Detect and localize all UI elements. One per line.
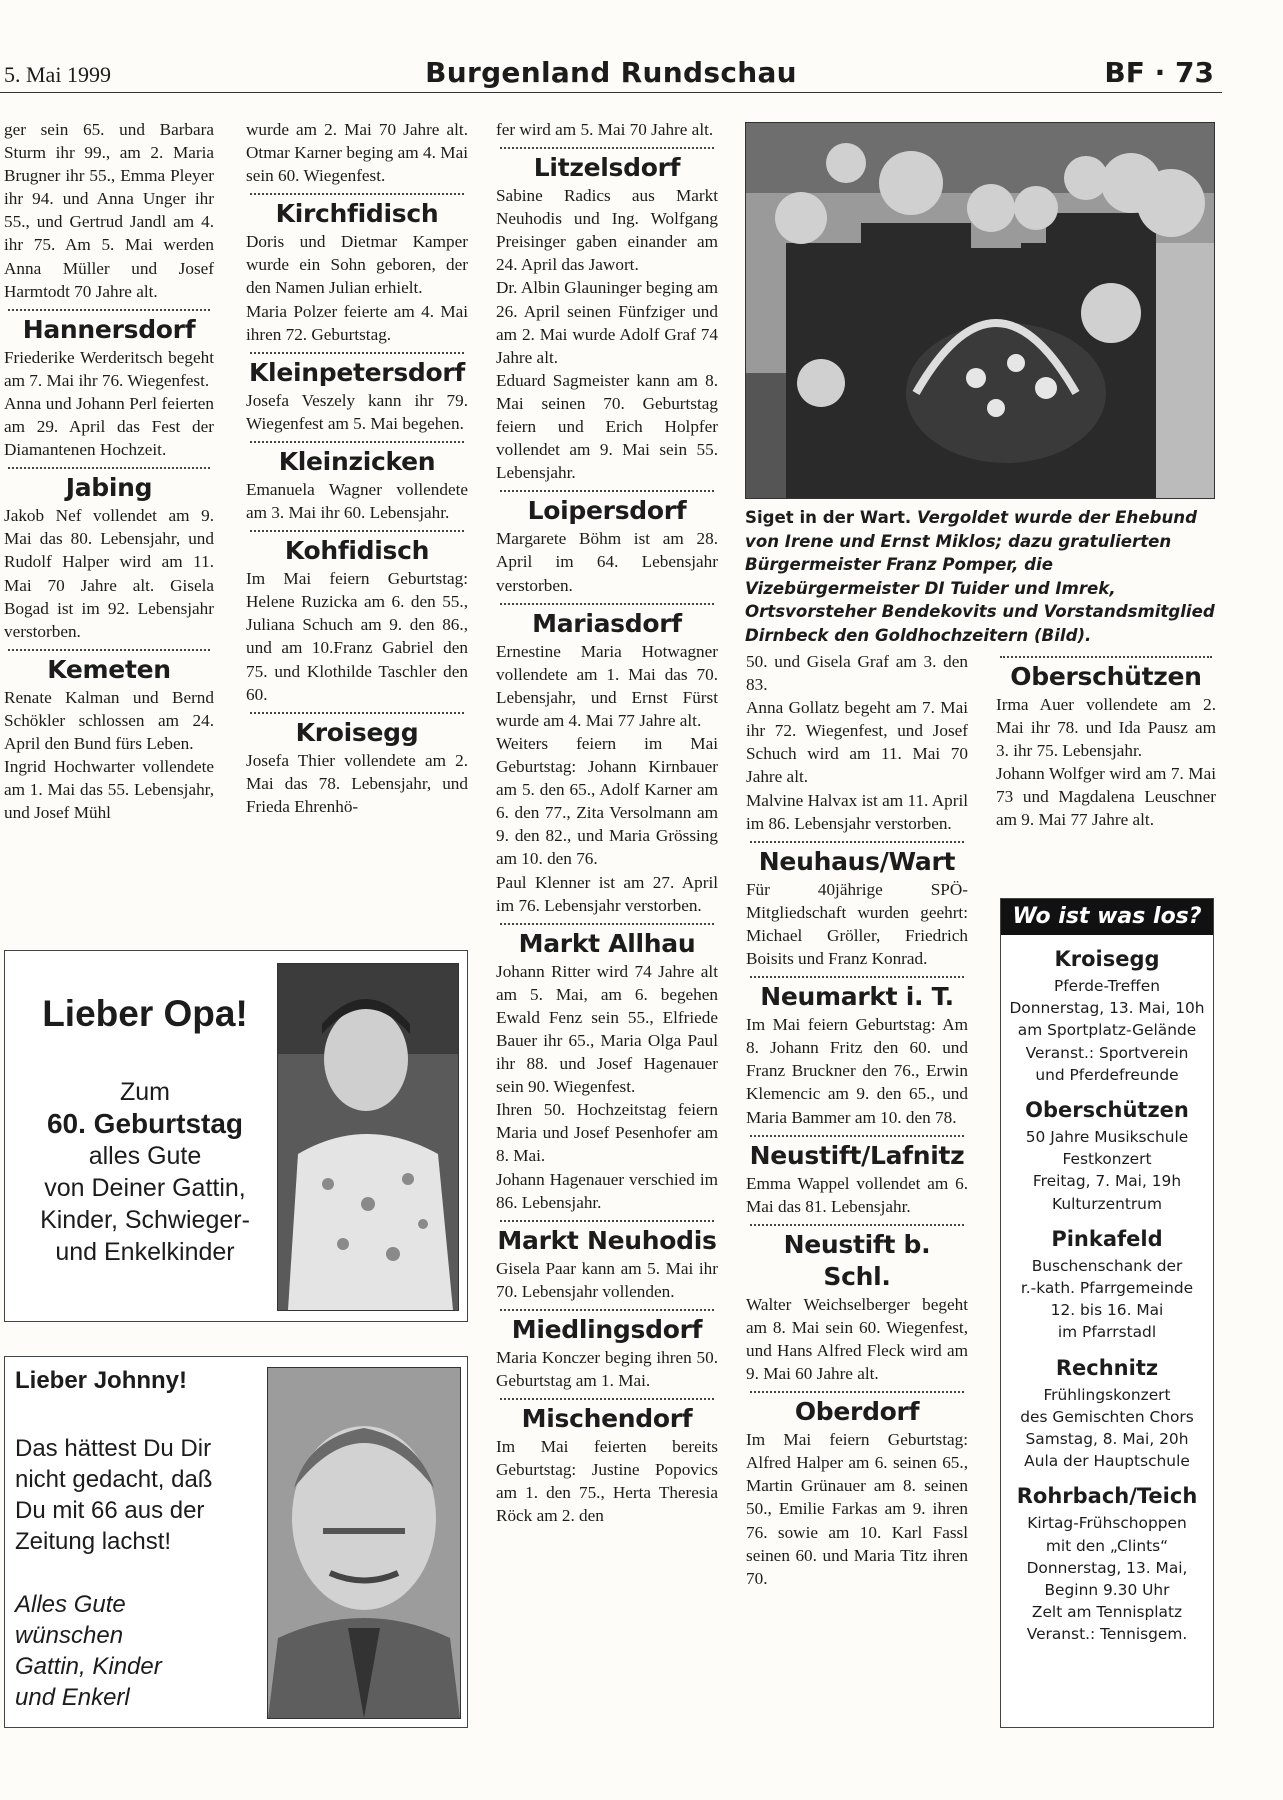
- town-heading: Kleinpetersdorf: [248, 357, 465, 387]
- news-paragraph: Dr. Albin Glauninger beging am 26. April seinen Fünfziger und am 2. Mai wurde Adolf Graf 74 Jahre alt.: [496, 278, 718, 367]
- ad-opa-line5: Kinder, Schwieger-: [40, 1206, 250, 1234]
- column-2: [246, 118, 468, 818]
- opa-portrait: [277, 963, 459, 1311]
- column-5: [996, 650, 1216, 832]
- dotted-separator: [750, 976, 964, 978]
- ad-opa-line6: und Enkelkinder: [55, 1238, 235, 1266]
- dotted-separator: [1000, 656, 1212, 658]
- event-place: Rohrbach/Teich: [1016, 1484, 1198, 1509]
- town-heading: Hannersdorf: [22, 314, 196, 344]
- news-paragraph: fer wird am 5. Mai 70 Jahre alt.: [496, 120, 714, 139]
- news-paragraph: Im Mai feiern Geburtstag: Alfred Halper am 6. seinen 65., Martin Grünauer am 8. seinen 50., Emilie Farkas am 9. ihren 76. sowie am 10. Karl Fassl seinen 60. und Maria Titz ihren 70.: [746, 1430, 968, 1588]
- town-heading: Kroisegg: [295, 717, 419, 747]
- news-paragraph: ger sein 65. und Barbara Sturm ihr 99., am 2. Maria Brugner ihr 55., Emma Pleyer ihr 94. und Anna Unger ihr 55., und Gertrud Jandl am 4. ihr 75. Am 5. Mai werden Anna Müller und Josef Harmtodt 70 Jahre alt.: [4, 120, 214, 301]
- event-item: [1001, 1225, 1213, 1344]
- opa-portrait-image: [278, 964, 458, 1310]
- caption-text: Vergoldet wurde der Ehebund von Irene und Ernst Miklos; dazu gratulierten Bürgermeister Franz Pomper, die Vizebürgermeister DI Tuider und Imrek, Ortsvorsteher Bendekovits und Vorstandsmitglied Dirnbeck den Goldhochzeitern (Bild).: [745, 508, 1215, 645]
- news-paragraph: Anna und Johann Perl feierten am 29. April das Fest der Diamantenen Hochzeit.: [4, 393, 214, 460]
- dotted-separator: [750, 1135, 964, 1137]
- news-paragraph: Emma Wappel vollendet am 6. Mai das 81. Lebensjahr.: [746, 1173, 968, 1216]
- dotted-separator: [750, 1391, 964, 1393]
- news-paragraph: Friederike Werderitsch begeht am 7. Mai ihr 76. Wiegenfest.: [4, 347, 214, 390]
- group-photo: [745, 122, 1215, 499]
- news-paragraph: Margarete Böhm ist am 28. April im 64. Lebensjahr verstorben.: [496, 529, 718, 595]
- news-paragraph: Gisela Paar kann am 5. Mai ihr 70. Lebensjahr vollenden.: [496, 1258, 718, 1301]
- news-paragraph: Paul Klenner ist am 27. April im 76. Lebensjahr verstorben.: [496, 872, 718, 915]
- news-paragraph: Für 40jährige SPÖ-Mitgliedschaft wurden geehrt: Michael Gröller, Friedrich Boisits und Franz Konrad.: [746, 879, 968, 969]
- town-heading: Loipersdorf: [527, 496, 687, 526]
- column-1: [4, 118, 214, 824]
- news-paragraph: Emanuela Wagner vollendete am 3. Mai ihr 60. Lebensjahr.: [246, 479, 468, 523]
- dotted-separator: [500, 147, 714, 149]
- event-details: Frühlingskonzert des Gemischten Chors Samstag, 8. Mai, 20h Aula der Hauptschule: [1020, 1385, 1194, 1471]
- photo-caption: [745, 506, 1215, 648]
- event-calendar-heading: Wo ist was los?: [1001, 899, 1213, 935]
- ad-johnny-wish: Alles Gute wünschen Gattin, Kinder und Enkerl: [15, 1591, 162, 1711]
- news-paragraph: Johann Hagenauer verschied im 86. Lebensjahr.: [496, 1169, 718, 1212]
- johnny-portrait-image: [268, 1368, 460, 1718]
- town-heading: Kirchfidisch: [275, 199, 439, 229]
- news-paragraph: Ingrid Hochwarter vollendete am 1. Mai das 55. Lebensjahr, und Josef Mühl: [4, 757, 214, 823]
- town-heading: Oberdorf: [794, 1397, 920, 1427]
- caption-lead: Siget in der Wart.: [745, 508, 912, 527]
- ad-johnny-title: Lieber Johnny!: [15, 1367, 188, 1394]
- ad-johnny-body: Das hättest Du Dir nicht gedacht, daß Du mit 66 aus der Zeitung lachst!: [15, 1435, 213, 1555]
- ad-lieber-johnny: [4, 1356, 468, 1728]
- dotted-separator: [250, 193, 464, 195]
- news-paragraph: Eduard Sagmeister kann am 8. Mai seinen 70. Geburtstag feiern und Erich Holpfer vollendet am 9. Mai sein 55. Lebensjahr.: [496, 370, 718, 483]
- dotted-separator: [500, 923, 714, 925]
- ad-opa-message: [13, 1076, 277, 1268]
- event-place: Pinkafeld: [1051, 1226, 1163, 1251]
- news-paragraph: Im Mai feiern Geburtstag: Helene Ruzicka am 6. den 55., Juliana Schuch am 9. den 86., und am 10.Franz Gabriel den 75. und Klothilde Taschler den 60.: [246, 569, 468, 704]
- event-details: Pferde-Treffen Donnerstag, 13. Mai, 10h am Sportplatz-Gelände Veranst.: Sportverein und Pferdefreunde: [1009, 977, 1205, 1084]
- dotted-separator: [500, 1309, 714, 1311]
- news-paragraph: Maria Polzer feierte am 4. Mai ihren 72. Geburtstag.: [246, 301, 468, 344]
- news-paragraph: Jakob Nef vollendet am 9. Mai das 80. Lebensjahr, und Rudolf Halper wird am 11. Mai 70 Jahre alt. Gisela Bogad ist im 92. Lebensjahr verstorben.: [4, 506, 214, 641]
- event-item: [1001, 1096, 1213, 1215]
- event-item: [1001, 1354, 1213, 1473]
- town-heading: Neustift/Lafnitz: [749, 1140, 965, 1170]
- news-paragraph: Josefa Thier vollendete am 2. Mai das 78. Lebensjahr, und Frieda Ehrenhö-: [246, 750, 468, 816]
- event-item: [1001, 1482, 1213, 1645]
- dotted-separator: [750, 1224, 964, 1226]
- news-paragraph: Johann Ritter wird 74 Jahre alt am 5. Mai, am 6. begehen Ewald Fenz sein 55., Elfriede Bauer ihr 65., Maria Olga Paul ihr 88. und Josef Hagenauer sein 90. Wiegenfest.: [496, 961, 718, 1097]
- dotted-separator: [250, 530, 464, 532]
- town-heading: Kohfidisch: [284, 536, 430, 566]
- news-paragraph: Johann Wolfger wird am 7. Mai 73 und Magdalena Leuschner am 9. Mai 77 Jahre alt.: [996, 764, 1216, 830]
- ad-opa-line3: alles Gute: [88, 1142, 202, 1170]
- news-paragraph: Im Mai feiern Geburtstag: Am 8. Johann Fritz den 60. und Franz Bruckner den 76., Erwin Klemencic am 9. den 65., und Maria Bammer am 10. den 78.: [746, 1015, 968, 1127]
- event-place: Oberschützen: [1025, 1098, 1189, 1123]
- news-paragraph: Walter Weichselberger begeht am 8. Mai sein 60. Wiegenfest, und Hans Alfred Fleck wird am 9. Mai 60 Jahre alt.: [746, 1294, 968, 1384]
- page-header: [0, 52, 1222, 93]
- dotted-separator: [750, 841, 964, 843]
- ad-lieber-opa: [4, 950, 468, 1322]
- ad-opa-title: Lieber Opa!: [42, 993, 248, 1034]
- dotted-separator: [8, 309, 210, 311]
- news-paragraph: Im Mai feierten bereits Geburtstag: Justine Popovics am 1. den 75., Herta Theresia Röck am 2. den: [496, 1437, 718, 1526]
- news-paragraph: Malvine Halvax ist am 11. April im 86. Lebensjahr verstorben.: [746, 790, 968, 833]
- news-paragraph: Josefa Veszely kann ihr 79. Wiegenfest am 5. Mai begehen.: [246, 390, 468, 433]
- town-heading: Oberschützen: [1010, 662, 1202, 691]
- newspaper-title: Burgenland Rundschau: [425, 56, 797, 89]
- town-heading: Neuhaus/Wart: [758, 846, 956, 876]
- town-heading: Jabing: [65, 473, 153, 503]
- town-heading: Kemeten: [47, 654, 171, 684]
- news-paragraph: Ihren 50. Hochzeitstag feiern Maria und Josef Pesenhofer am 8. Mai.: [496, 1100, 718, 1166]
- town-heading: Kleinzicken: [278, 446, 436, 476]
- news-paragraph: Irma Auer vollendete am 2. Mai ihr 78. und Ida Pausz am 3. ihr 75. Lebensjahr.: [996, 695, 1216, 761]
- town-heading: Markt Neuhodis: [497, 1225, 717, 1255]
- event-details: 50 Jahre Musikschule Festkonzert Freitag, 7. Mai, 19h Kulturzentrum: [1025, 1128, 1189, 1213]
- news-paragraph: Anna Gollatz begeht am 7. Mai ihr 72. Wiegenfest, und Josef Schuch wird am 11. Mai 70 Jahre alt.: [746, 698, 968, 787]
- event-calendar-box: [1000, 898, 1214, 1728]
- page-number: BF · 73: [1104, 56, 1214, 89]
- dotted-separator: [500, 1220, 714, 1222]
- town-heading: Neustift b. Schl.: [783, 1229, 931, 1291]
- event-list: [1001, 945, 1213, 1646]
- dotted-separator: [250, 352, 464, 354]
- town-heading: Miedlingsdorf: [511, 1314, 703, 1344]
- dotted-separator: [8, 467, 210, 469]
- news-paragraph: Renate Kalman und Bernd Schökler schlossen am 24. April den Bund fürs Leben.: [4, 687, 214, 753]
- ad-opa-line2: 60. Geburtstag: [46, 1108, 244, 1139]
- ad-opa-line1: Zum: [120, 1078, 170, 1106]
- town-heading: Mischendorf: [521, 1404, 693, 1434]
- news-paragraph: 50. und Gisela Graf am 3. den 83.: [746, 652, 968, 695]
- dotted-separator: [250, 712, 464, 714]
- event-details: Kirtag-Frühschoppen mit den „Clints“ Donnerstag, 13. Mai, Beginn 9.30 Uhr Zelt am Tennisplatz Veranst.: Tennisgem.: [1026, 1514, 1188, 1644]
- town-heading: Neumarkt i. T.: [760, 982, 954, 1012]
- town-heading: Markt Allhau: [518, 928, 696, 958]
- ad-opa-line4: von Deiner Gattin,: [44, 1174, 246, 1202]
- dotted-separator: [500, 490, 714, 492]
- event-place: Kroisegg: [1054, 947, 1160, 971]
- dotted-separator: [250, 441, 464, 443]
- news-paragraph: Doris und Dietmar Kamper wurde ein Sohn geboren, der den Namen Julian erhielt.: [246, 232, 468, 298]
- news-paragraph: Weiters feiern im Mai Geburtstag: Johann Kirnbauer am 5. den 65., Adolf Karner am 6. den 77., Zita Versolmann am 9. den 82., und Maria Grössing am 10. den 76.: [496, 733, 718, 869]
- news-paragraph: Maria Konczer beging ihren 50. Geburtstag am 1. Mai.: [496, 1347, 718, 1391]
- group-photo-image: [746, 123, 1214, 498]
- johnny-portrait: [267, 1367, 461, 1719]
- dotted-separator: [8, 649, 210, 651]
- news-paragraph: Sabine Radics aus Markt Neuhodis und Ing. Wolfgang Preisinger gaben einander am 24. April das Jawort.: [496, 186, 718, 275]
- event-place: Rechnitz: [1055, 1355, 1159, 1380]
- issue-date: 5. Mai 1999: [4, 62, 111, 87]
- dotted-separator: [500, 603, 714, 605]
- column-3: [496, 118, 718, 1528]
- event-item: [1001, 945, 1213, 1086]
- column-4: [746, 650, 968, 1590]
- news-paragraph: Ernestine Maria Hotwagner vollendete am 1. Mai das 70. Lebensjahr, und Ernst Fürst wurde am 4. Mai 77 Jahre alt.: [496, 641, 718, 730]
- event-details: Buschenschank der r.-kath. Pfarrgemeinde 12. bis 16. Mai im Pfarrstadl: [1020, 1256, 1194, 1342]
- town-heading: Litzelsdorf: [533, 153, 681, 183]
- dotted-separator: [500, 1398, 714, 1400]
- town-heading: Mariasdorf: [532, 608, 682, 638]
- news-paragraph: wurde am 2. Mai 70 Jahre alt. Otmar Karner beging am 4. Mai sein 60. Wiegenfest.: [246, 120, 468, 186]
